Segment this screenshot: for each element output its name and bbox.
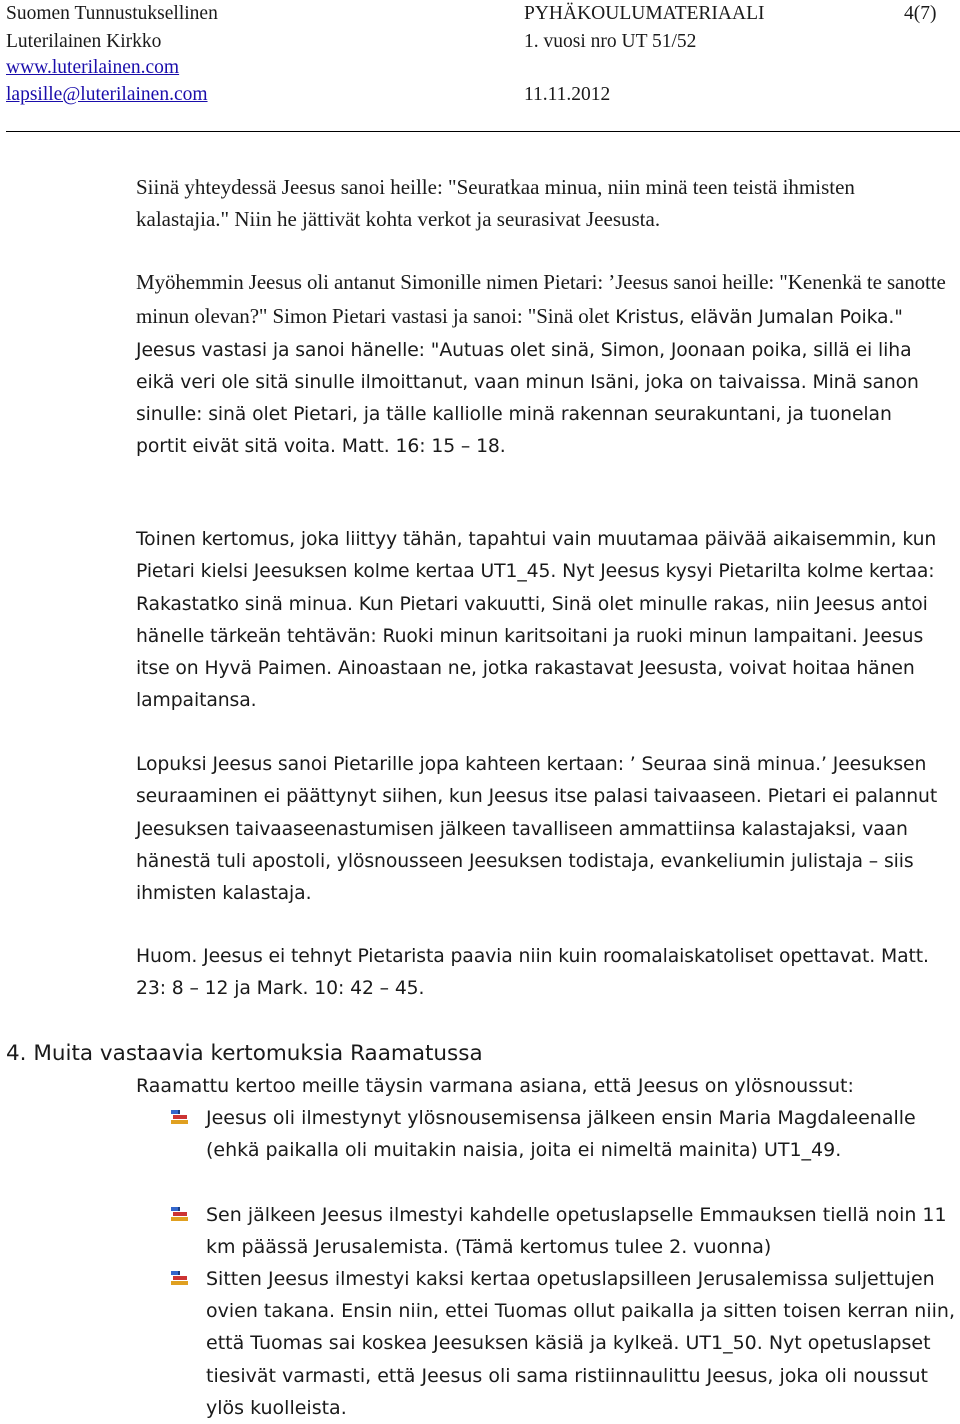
list-item xyxy=(170,1102,960,1199)
paragraph-1: Siinä yhteydessä Jeesus sanoi heille: "Seuratkaa minua, niin minä teen teistä ihmisten kalastajia." Niin he jättivät kohta verkot ja seurasivat Jeesusta. xyxy=(136,175,855,232)
doc-reference: 1. vuosi nro UT 51/52 xyxy=(524,31,697,52)
section-heading: 4. Muita vastaavia kertomuksia Raamatussa xyxy=(6,1041,483,1066)
stacked-books-icon xyxy=(170,1206,190,1223)
paragraph-2-part-a: Myöhemmin Jeesus oli antanut Simonille nimen Pietari: ’Jeesus sanoi heille: "Kenenkä te sanotte minun olevan?" Simon Pietari vastasi ja sanoi: "Sinä olet xyxy=(136,270,946,329)
stacked-books-icon xyxy=(170,1270,190,1287)
appearance-list xyxy=(170,1102,960,1424)
website-link[interactable]: www.luterilainen.com xyxy=(6,57,180,78)
header-divider xyxy=(6,131,960,132)
paragraph-5: Huom. Jeesus ei tehnyt Pietarista paavia niin kuin roomalaiskatoliset opettavat. Matt. 23: 8 – 12 ja Mark. 10: 42 – 45. xyxy=(136,946,929,1000)
list-item-text: Sitten Jeesus ilmestyi kaksi kertaa opetuslapsilleen Jerusalemissa suljettujen ovien takana. Ensin niin, ettei Tuomas ollut paikalla ja sitten toisen kerran niin, että Tuomas sai koskea Jeesuksen käsiä ja kylkeä. UT1_50. Nyt opetuslapset tiesivät varmasti, että Jeesus oli sama ristiinnaulittu Jeesus, joka oli noussut ylös kuolleista. xyxy=(206,1268,955,1419)
paragraph-3: Toinen kertomus, joka liittyy tähän, tapahtui vain muutamaa päivää aikaisemmin, kun Pietari kielsi Jeesuksen kolme kertaa UT1_45. Nyt Jeesus kysyi Pietarilta kolme kertaa: Rakastatko sinä minua. Kun Pietari vakuutti, Sinä olet minulle rakas, niin Jeesus antoi hänelle tärkeän tehtävän: Ruoki minun karitsoitani ja ruoki minun lampaitani. Jeesus itse on Hyvä Paimen. Ainoastaan ne, jotka rakastavat Jeesusta, voivat hoitaa hänen lampaitansa. xyxy=(136,529,937,712)
list-item xyxy=(170,1199,960,1263)
list-item-text: Jeesus oli ilmestynyt ylösnousemisensa jälkeen ensin Maria Magdaleenalle (ehkä paikalla oli muitakin naisia, joita ei nimeltä mainita) UT1_49. xyxy=(206,1107,916,1162)
list-item xyxy=(170,1263,960,1424)
paragraph-2-part-b: Kristus, elävän Jumalan Poika." xyxy=(615,307,903,329)
paragraph-4: Lopuksi Jeesus sanoi Pietarille jopa kahteen kertaan: ’ Seuraa sinä minua.’ Jeesuksen seuraaminen ei päättynyt siihen, kun Jeesus itse palasi taivaaseen. Pietari ei palannut Jeesuksen taivaaseenastumisen jälkeen tavalliseen ammattiinsa kalastajaksi, vaan hänestä tuli apostoli, ylösnousseen Jeesuksen todistaja, evankeliumin julistaja – siis ihmisten kalastaja. xyxy=(136,754,938,905)
stacked-books-icon xyxy=(170,1109,190,1126)
page-number: 4(7) xyxy=(904,3,937,24)
email-link[interactable]: lapsille@luterilainen.com xyxy=(6,84,208,105)
section-intro: Raamattu kertoo meille täysin varmana asiana, että Jeesus on ylösnoussut: xyxy=(136,1075,854,1097)
list-item-text: Sen jälkeen Jeesus ilmestyi kahdelle opetuslapselle Emmauksen tiellä noin 11 km päässä Jerusalemista. (Tämä kertomus tulee 2. vuonna) xyxy=(206,1204,947,1259)
doc-date: 11.11.2012 xyxy=(524,84,611,105)
paragraph-2-part-c: Jeesus vastasi ja sanoi hänelle: "Autuas olet sinä, Simon, Joonaan poika, sillä ei liha eikä veri ole sitä sinulle ilmoittanut, vaan minun Isäni, joka on taivaissa. Minä sanon sinulle: sinä olet Pietari, ja tälle kalliolle minä rakennan seurakuntani, ja tuonelan portit eivät sitä voita. Matt. 16: 15 – 18. xyxy=(136,339,919,458)
org-name-line2: Luterilainen Kirkko xyxy=(6,31,162,52)
doc-type: PYHÄKOULUMATERIAALI xyxy=(524,3,765,24)
paragraph-2 xyxy=(136,266,948,464)
org-name-line1: Suomen Tunnustuksellinen xyxy=(6,3,218,24)
